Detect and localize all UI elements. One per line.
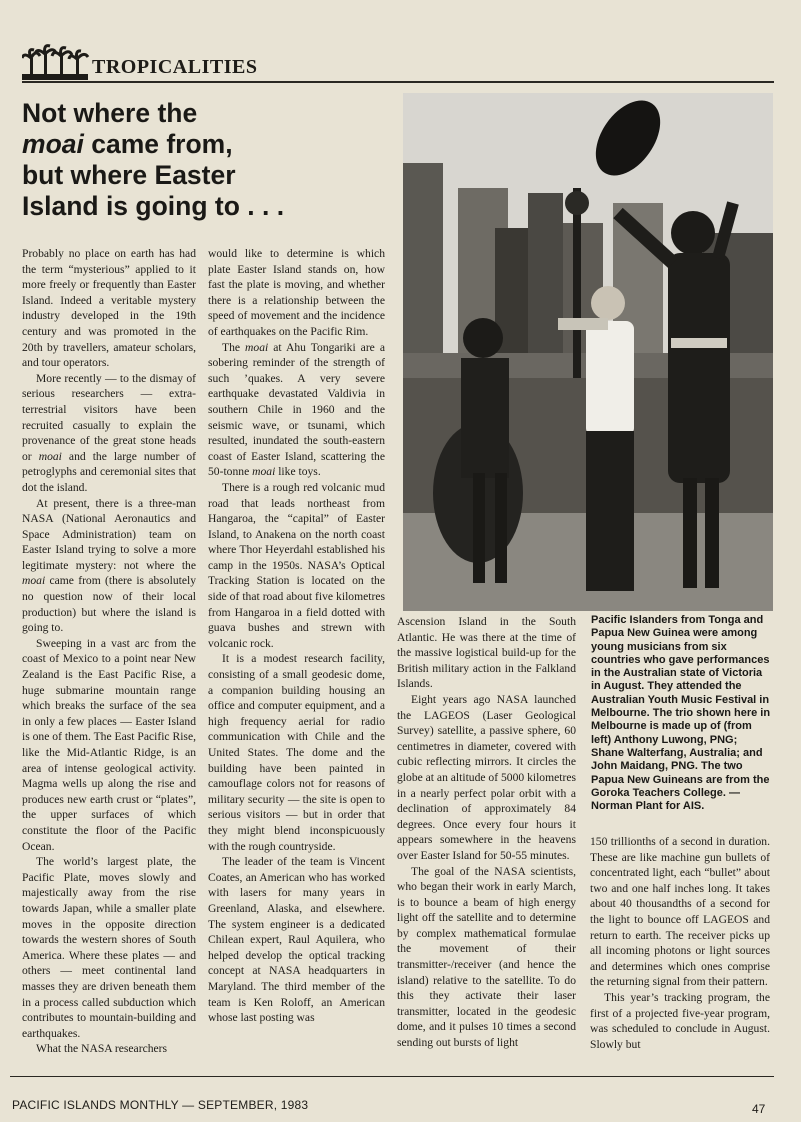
col1-paragraph-6: What the NASA researchers	[36, 1042, 168, 1056]
col3-paragraph-2: Eight years ago NASA launched the LAGEOS (Laser Geological Survey) satellite, a passive sphere, 60 centimetres in diameter, covered with cubic reflecting mirrors. It circles the globe at an altitude of 5000 kilometres in a nearly perfect polar orbit with a declination of approximately 84 degrees. Once every four hours it appears somewhere in the heavens over Easter Island for 50-55 minutes.	[397, 692, 577, 862]
col1-paragraph-1: Probably no place on earth has had the term “mysterious” applied to it more freely or frequently than Easter Island. Indeed a veritable mystery industry developed in the 19th century and was promoted in the 20th by travellers, amateur scholars, and tour operators.	[22, 247, 196, 370]
headline	[22, 98, 392, 222]
footer-rule	[10, 1076, 774, 1077]
column-2	[208, 246, 385, 1026]
col1-paragraph-2: More recently — to the dismay of serious researchers — extra-terrestrial visitors have been recruited casually to explain the provenance of the great stone heads or moai and the large number of petroglyphs and ceremonial sites that dot the island.	[22, 371, 196, 494]
col4-paragraph-2: This year’s tracking program, the first of a projected five-year program, was scheduled to conclude in August. Slowly but	[590, 990, 770, 1051]
col2-paragraph-5: The leader of the team is Vincent Coates, an American who has worked with lasers for many years in Greenland, Alaska, and elsewhere. The system engineer is a dedicated Chilean expert, Raul Aquilera, who helped develop the optical tracking concept at NASA headquarters in Maryland. The third member of the team is Ken Roloff, an American whose last posting was	[208, 855, 385, 1025]
col1-paragraph-4: Sweeping in a vast arc from the coast of Mexico to a point near New Zealand is the East Pacific Rise, a huge submarine mountain range which breaks the surface of the sea in only a few places — Easter Island is one of them. The East Pacific Rise, like the Mid-Atlantic Ridge, is an area of intense geological activity. Magma wells up along the rise and produces new earth crust or “plates”, the upper surfaces of which constitute the floor of the Pacific Ocean.	[22, 636, 196, 853]
col3-paragraph-3: The goal of the NASA scientists, who began their work in early March, is to bounce a beam of high energy light off the satellite and to determine by complex mathematical formulae the movement of their transmitter-/receiver (and hence the island) relative to the satellite. To do this they activate their laser transmitter, located in the geodesic dome, and it pulses 10 times a second sending out bursts of light	[397, 864, 576, 1050]
photo-musicians-melbourne	[403, 93, 773, 611]
palm-trees-icon	[22, 44, 92, 80]
column-1	[22, 246, 196, 1057]
headline-italic-word: moai	[22, 129, 84, 159]
photo	[403, 93, 773, 611]
header-rule	[22, 81, 774, 83]
headline-line-4: Island is going to . . .	[22, 191, 285, 221]
page-number: 47	[752, 1102, 766, 1116]
section-title: TROPICALITIES	[92, 56, 258, 78]
col1-paragraph-3: At present, there is a three-man NASA (National Aeronautics and Space Administration) team on Easter Island trying to solve a more legitimate mystery: not where the moai came from (there is absolutely no question now of their local production) but where the island is going to.	[22, 496, 196, 635]
col2-paragraph-4: It is a modest research facility, consisting of a small geodesic dome, a companion building housing an office and computer equipment, and a high frequency aerial for radio communication with Chile and the United States. The dome and the building have been painted in camouflage colors not for reasons of military security — the site is open to serious visitors — but in order that they might blend inconspicuously with the rough countryside.	[208, 652, 385, 853]
col2-paragraph-1: would like to determine is which plate Easter Island stands on, how fast the plate is moving, and whether there is a relationship between the speed of movement and the incidence of earthquakes on the Pacific Rim.	[208, 247, 385, 338]
headline-line-1: Not where the	[22, 98, 198, 128]
col4-paragraph-1: 150 trillionths of a second in duration. These are like machine gun bullets of concentrated light, each “bullet” about two and one half inches long. It takes about 40 thousandths of a second for the light to bounce off LAGEOS and return to earth. The receiver picks up all incoming photons or light sources and determines which ones comprise the returning signal from their pattern.	[590, 835, 770, 989]
photo-caption: Pacific Islanders from Tonga and Papua New Guinea were among young musicians from six countries who gave performances in the Australian state of Victoria in August. They attended the Australian Youth Music Festival in Melbourne. The trio shown here in Melbourne is made up of (from left) Anthony Luwong, PNG; Shane Walterfang, Australia; and John Maidang, PNG. The two Papua New Guineans are from the Goroka Teachers College. — Norman Plant for AIS.	[591, 614, 771, 813]
publication-footer: PACIFIC ISLANDS MONTHLY — SEPTEMBER, 1983	[12, 1098, 309, 1112]
col1-paragraph-5: The world’s largest plate, the Pacific Plate, moves slowly and majestically away from the rise towards Japan, while a smaller plate moves in the opposite direction towards the western shores of South America. Where these plates — and others — meet continental land masses they are driven beneath them in a process called subduction which contributes to mountain-building and earthquakes.	[22, 855, 196, 1040]
col2-paragraph-2: The moai at Ahu Tongariki are a sobering reminder of the strength of such ’quakes. A very severe earthquake devastated Valdivia in southern Chile in 1960 and the seismic wave, or tsunami, which resulted, inundated the south-eastern coast of Easter Island, scattering the 50-tonne moai like toys.	[208, 340, 385, 479]
section-header	[22, 44, 774, 84]
headline-line-3: but where Easter	[22, 160, 236, 190]
column-4	[590, 834, 770, 1052]
col2-paragraph-3: There is a rough red volcanic mud road that leads northeast from Hangaroa, the “capital” of Easter Island, to Anakena on the north coast where Thor Heyerdahl established his camp in the 1950s. NASA’s Optical Tracking Station is located on the side of that road about five kilometres from Hangaroa in a field dotted with guava bushes and strewn with volcanic rock.	[208, 480, 385, 650]
column-3	[397, 614, 576, 1051]
col3-paragraph-1: Ascension Island in the South Atlantic. He was there at the time of the massive logistical build-up for the British military action in the Falkland Islands.	[397, 615, 576, 691]
headline-line-2: came from,	[83, 129, 233, 159]
